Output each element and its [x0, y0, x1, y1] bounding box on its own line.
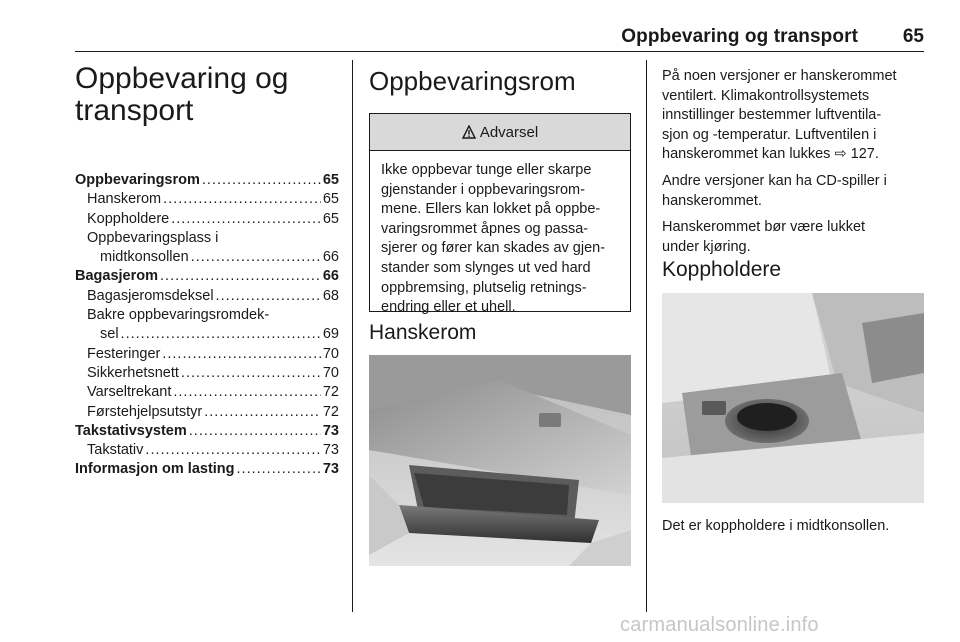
toc-entry-label: Festeringer	[87, 345, 161, 362]
cupholder-caption: Det er koppholdere i midtkonsollen.	[662, 518, 890, 534]
watermark: carmanualsonline.info	[620, 614, 819, 636]
toc-entry[interactable]	[75, 229, 339, 248]
toc-leader-dots	[216, 287, 321, 306]
toc-entry[interactable]	[75, 171, 339, 190]
toc-leader-dots	[189, 422, 321, 441]
toc-entry-label: Førstehjelpsutstyr	[87, 403, 203, 420]
toc-entry-label: Bakre oppbevaringsromdek-	[87, 307, 270, 324]
warning-triangle-icon	[462, 125, 476, 139]
toc-entry-page: 73	[322, 422, 339, 439]
toc-leader-dots	[171, 210, 321, 229]
toc-leader-dots	[181, 364, 321, 383]
body-text-line: ventilert. Klimakontrollsystemets	[662, 87, 870, 104]
toc-entry[interactable]	[75, 460, 339, 479]
header-rule	[75, 51, 924, 52]
warning-box	[369, 113, 631, 316]
body-text-line: under kjøring.	[662, 238, 751, 255]
toc-entry[interactable]	[75, 403, 339, 422]
toc-entry[interactable]	[75, 422, 339, 441]
toc-entry-label: midtkonsollen	[100, 249, 189, 266]
chapter-title-line: transport	[75, 94, 194, 127]
toc-entry-label: Takstativsystem	[75, 422, 187, 439]
body-text-line: Andre versjoner kan ha CD-spiller i	[662, 172, 887, 189]
toc-leader-dots	[145, 441, 320, 460]
column-divider	[646, 60, 647, 612]
toc-entry[interactable]	[75, 267, 339, 286]
toc-entry-page: 70	[322, 345, 339, 362]
cupholders-title: Koppholdere	[662, 258, 782, 281]
toc-leader-dots	[202, 171, 321, 190]
toc-entry-page: 66	[322, 268, 339, 285]
body-text-line: Hanskerommet bør være lukket	[662, 219, 866, 236]
cupholder-image	[662, 293, 924, 503]
body-text-line: På noen versjoner er hanskerommet	[662, 68, 897, 84]
column-divider	[352, 60, 353, 612]
toc-entry[interactable]	[75, 190, 339, 209]
warning-text-line: gjenstander i oppbevaringsrom-	[381, 181, 585, 198]
body-text-line: innstillinger bestemmer luftventila-	[662, 107, 882, 124]
toc-entry[interactable]	[75, 325, 339, 344]
warning-text-line: stander som slynges ut ved hard	[381, 259, 591, 276]
toc-entry-label: Varseltrekant	[87, 384, 172, 401]
table-of-contents	[75, 171, 339, 480]
toc-leader-dots	[163, 190, 321, 209]
toc-leader-dots	[173, 383, 321, 402]
warning-text-line: Ikke oppbevar tunge eller skarpe	[381, 162, 592, 178]
toc-entry-page: 73	[322, 442, 339, 459]
warning-header	[370, 114, 630, 151]
toc-entry-page: 66	[322, 249, 339, 266]
toc-entry-label: Oppbevaringsrom	[75, 172, 200, 188]
toc-entry[interactable]	[75, 383, 339, 402]
chapter-title-line: Oppbevaring og	[75, 62, 289, 95]
glovebox-image	[369, 355, 631, 566]
warning-text-line: sjerer og fører kan skades av gjen-	[381, 240, 606, 257]
body-text-line: hanskerommet kan lukkes ⇨ 127.	[662, 146, 879, 163]
toc-entry-label: Informasjon om lasting	[75, 461, 235, 478]
warning-text-line: endring eller et uhell.	[381, 299, 516, 316]
toc-leader-dots	[162, 345, 321, 364]
toc-entry[interactable]	[75, 248, 339, 267]
toc-entry[interactable]	[75, 364, 339, 383]
body-text-line: sjon og -temperatur. Luftventilen i	[662, 126, 877, 143]
toc-entry[interactable]	[75, 287, 339, 306]
warning-body	[370, 151, 630, 318]
toc-entry-page: 65	[322, 210, 339, 227]
toc-entry-label: Hanskerom	[87, 191, 162, 208]
toc-entry-label: Oppbevaringsplass i	[87, 229, 219, 246]
toc-leader-dots	[160, 267, 321, 286]
toc-entry-page: 65	[322, 191, 339, 208]
toc-entry[interactable]	[75, 210, 339, 229]
toc-entry-label: Bagasjeromsdeksel	[87, 287, 214, 304]
toc-leader-dots	[121, 325, 321, 344]
warning-text-line: oppbremsing, plutselig retnings-	[381, 279, 587, 296]
toc-entry-page: 65	[322, 172, 339, 188]
toc-entry-page: 70	[322, 364, 339, 381]
warning-text-line: mene. Ellers kan lokket på oppbe-	[381, 201, 601, 218]
body-text-line: hanskerommet.	[662, 192, 762, 209]
toc-entry-label: Sikkerhetsnett	[87, 364, 179, 381]
header-title: Oppbevaring og transport	[621, 26, 858, 47]
toc-entry-label: Koppholdere	[87, 210, 170, 227]
toc-entry[interactable]	[75, 345, 339, 364]
toc-entry-page: 73	[322, 461, 339, 478]
glovebox-title: Hanskerom	[369, 321, 477, 344]
toc-entry[interactable]	[75, 441, 339, 460]
toc-entry-page: 69	[322, 326, 339, 343]
chapter-title	[75, 63, 335, 127]
glovebox-text	[662, 67, 942, 257]
toc-entry-page: 68	[322, 287, 339, 304]
toc-entry-page: 72	[322, 384, 339, 401]
toc-entry-label: Bagasjerom	[75, 268, 159, 285]
toc-entry-label: sel	[100, 326, 119, 343]
toc-leader-dots	[237, 460, 321, 479]
toc-leader-dots	[191, 248, 321, 267]
toc-entry-label: Takstativ	[87, 442, 144, 459]
warning-text-line: varingsrommet åpnes og passa-	[381, 220, 589, 237]
section-title: Oppbevaringsrom	[369, 66, 576, 96]
page-number: 65	[902, 26, 924, 47]
toc-entry[interactable]	[75, 306, 339, 325]
warning-title: Advarsel	[479, 123, 539, 141]
toc-entry-page: 72	[322, 403, 339, 420]
toc-leader-dots	[204, 403, 321, 422]
